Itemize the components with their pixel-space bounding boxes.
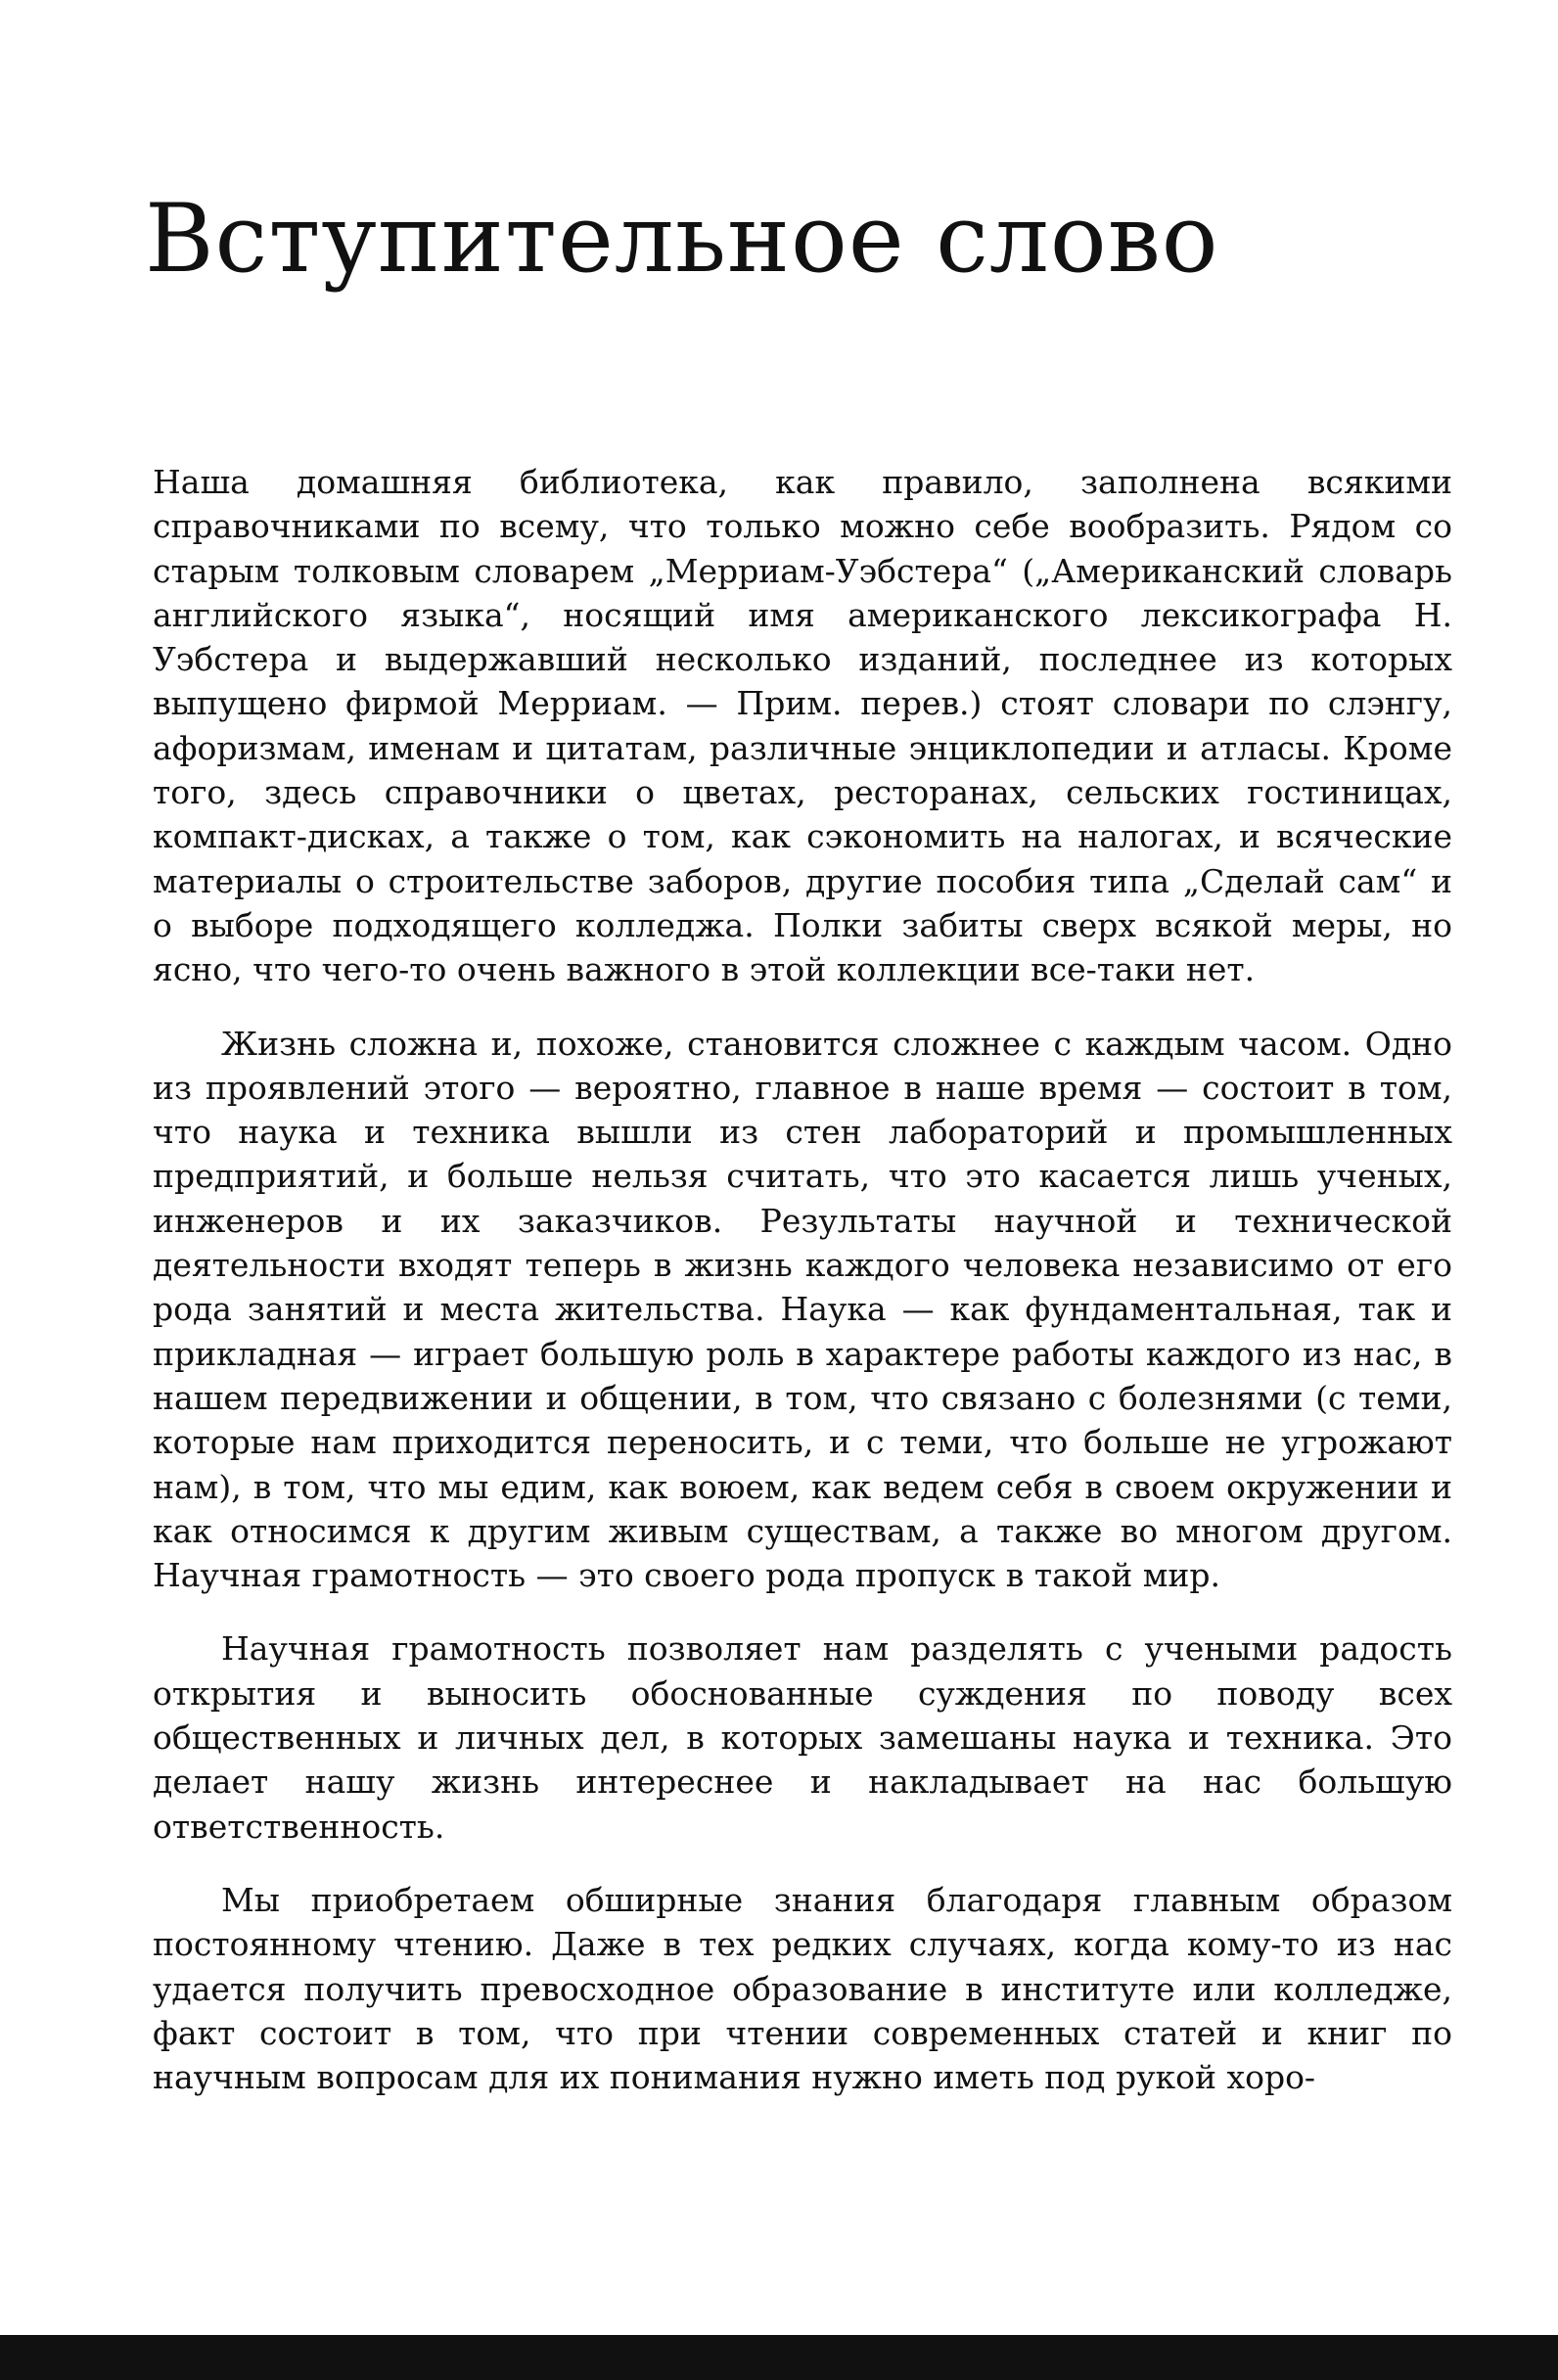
paragraph-4: Мы приобретаем обширные знания благодаря главным образом постоянному чтению. Даже в тех редких случаях, когда кому-то из нас удается получить превосходное образование в институте или колледже, факт состоит в том, что при чтении современных статей и книг по научным вопросам для их понимания нужно иметь под рукой хоро-: [153, 1880, 1452, 2097]
paragraph-1: Наша домашняя библиотека, как правило, заполнена всякими справочниками по всему, что только можно себе вообразить. Рядом со старым толковым словарем „Мерриам-Уэбстера“ („Американский словарь английского языка“, носящий имя американского лексикографа Н. Уэбстера и выдержавший несколько изданий, последнее из которых выпущено фирмой Мерриам. — Прим. перев.) стоят словари по слэнгу, афоризмам, именам и цитатам, различные энциклопедии и атласы. Кроме того, здесь справочники о цветах, ресторанах, сельских гостиницах, компакт-дисках, а также о том, как сэкономить на налогах, и всяческие материалы о строительстве заборов, другие пособия типа „Сделай сам“ и о выборе подходящего колледжа. Полки забиты сверх всякой меры, но ясно, что чего-то очень важного в этой коллекции все-таки нет.: [153, 463, 1452, 989]
page-title: Вступительное слово: [145, 184, 1219, 294]
paragraph-3: Научная грамотность позволяет нам разделять с учеными радость открытия и выносить обоснованные суждения по поводу всех общественных и личных дел, в которых замешаны наука и техника. Это делает нашу жизнь интереснее и накладывает на нас большую ответственность.: [153, 1629, 1452, 1846]
paragraph-2: Жизнь сложна и, похоже, становится сложнее с каждым часом. Одно из проявлений этого — вероятно, главное в наше время — состоит в том, что наука и техника вышли из стен лабораторий и промышленных предприятий, и больше нельзя считать, что это касается лишь ученых, инженеров и их заказчиков. Результаты научной и технической деятельности входят теперь в жизнь каждого человека независимо от его рода занятий и места жительства. Наука — как фундаментальная, так и прикладная — играет большую роль в характере работы каждого из нас, в нашем передвижении и общении, в том, что связано с болезнями (с теми, которые нам приходится переносить, и с теми, что больше не угрожают нам), в том, что мы едим, как воюем, как ведем себя в своем окружении и как относимся к другим живым существам, а также во многом другом. Научная грамотность — это своего рода пропуск в такой мир.: [153, 1024, 1452, 1595]
scan-edge-bar: [0, 2335, 1558, 2380]
body-text: [153, 460, 1452, 2128]
